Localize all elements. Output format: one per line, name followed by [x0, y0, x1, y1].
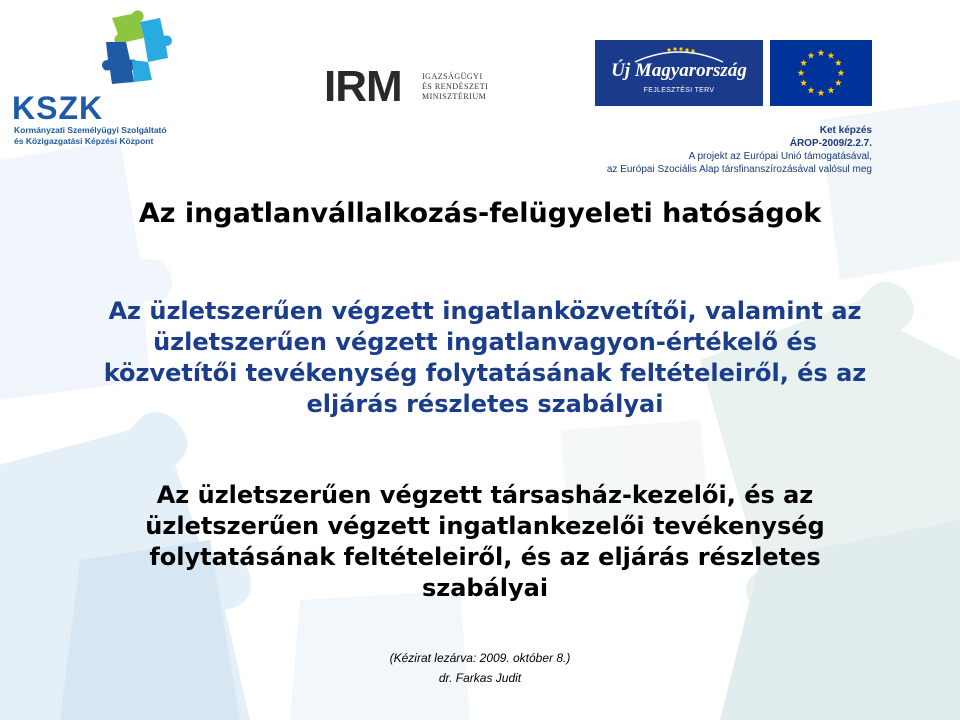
puzzle-logo-icon: [92, 8, 182, 88]
document-title: Az ingatlanvállalkozás-felügyeleti hatóságok: [138, 198, 822, 229]
eu-star-icon: [798, 69, 805, 76]
topic-real-estate-agency: [50, 296, 920, 420]
topic1-line: üzletszerűen végzett ingatlanvagyon-értékelő és: [153, 328, 817, 356]
irm-abbreviation: IRM: [324, 62, 402, 111]
uj-magyarorszag-logo: [595, 40, 763, 106]
eu-star-icon: [828, 52, 835, 59]
topic2-line: szabályai: [421, 574, 549, 602]
eu-star-icon: [835, 59, 842, 66]
project-code: ÁROP-2009/2.2.7.: [789, 138, 872, 149]
eu-star-icon: [828, 87, 835, 94]
topic-condominium-management: [60, 480, 910, 604]
kszk-name-line1: Kormányzati Személyügyi Szolgáltató: [14, 125, 167, 135]
kszk-logo: [12, 8, 227, 148]
eu-star-icon: [808, 87, 815, 94]
eu-star-icon: [800, 59, 807, 66]
manuscript-closed-note: (Kézirat lezárva: 2009. október 8.): [389, 651, 571, 665]
topic2-line: Az üzletszerűen végzett társasház-kezelői, és az: [156, 481, 814, 509]
topic2-line: folytatásának feltételeiről, és az eljárás részletes: [149, 543, 821, 571]
author-name: dr. Farkas Judit: [438, 671, 522, 685]
project-eu-support: A projekt az Európai Unió támogatásával,: [688, 151, 872, 162]
kszk-name-line2: és Közigazgatási Képzési Központ: [14, 136, 154, 146]
topic1-line: közvetítői tevékenység folytatásának feltételeiről, és az: [103, 359, 867, 387]
topic1-line: Az üzletszerűen végzett ingatlanközvetítői, valamint az: [108, 297, 862, 325]
eu-star-icon: [808, 52, 815, 59]
irm-name-line1: IGAZSÁGÜGYI: [422, 72, 483, 81]
eu-star-icon: [818, 89, 825, 96]
irm-logo: [324, 62, 504, 111]
project-training-label: Ket képzés: [819, 125, 872, 136]
topic2-line: üzletszerűen végzett ingatlankezelői tevékenység: [145, 512, 825, 540]
eu-flag: [770, 40, 872, 106]
irm-name-line3: MINISZTÉRIUM: [422, 92, 487, 101]
project-info: [607, 124, 872, 176]
irm-name-line2: ÉS RENDÉSZETI: [422, 82, 489, 91]
topic1-line: eljárás részletes szabályai: [306, 390, 664, 418]
eu-star-icon: [800, 79, 807, 86]
kszk-full-name: [14, 125, 167, 147]
eu-star-icon: [838, 69, 845, 76]
fejlesztesi-terv-label: FEJLESZTÉSI TERV: [643, 87, 715, 94]
kszk-abbreviation: KSZK: [12, 90, 104, 126]
eu-stars-icon: [770, 40, 872, 106]
eu-star-icon: [835, 79, 842, 86]
uj-magyarorszag-title: Új Magyarország: [611, 60, 747, 81]
project-esf-cofinancing: az Európai Szociális Alap társfinanszírozásával valósul meg: [606, 164, 872, 175]
eu-star-icon: [818, 49, 825, 56]
irm-full-name: [422, 72, 488, 102]
